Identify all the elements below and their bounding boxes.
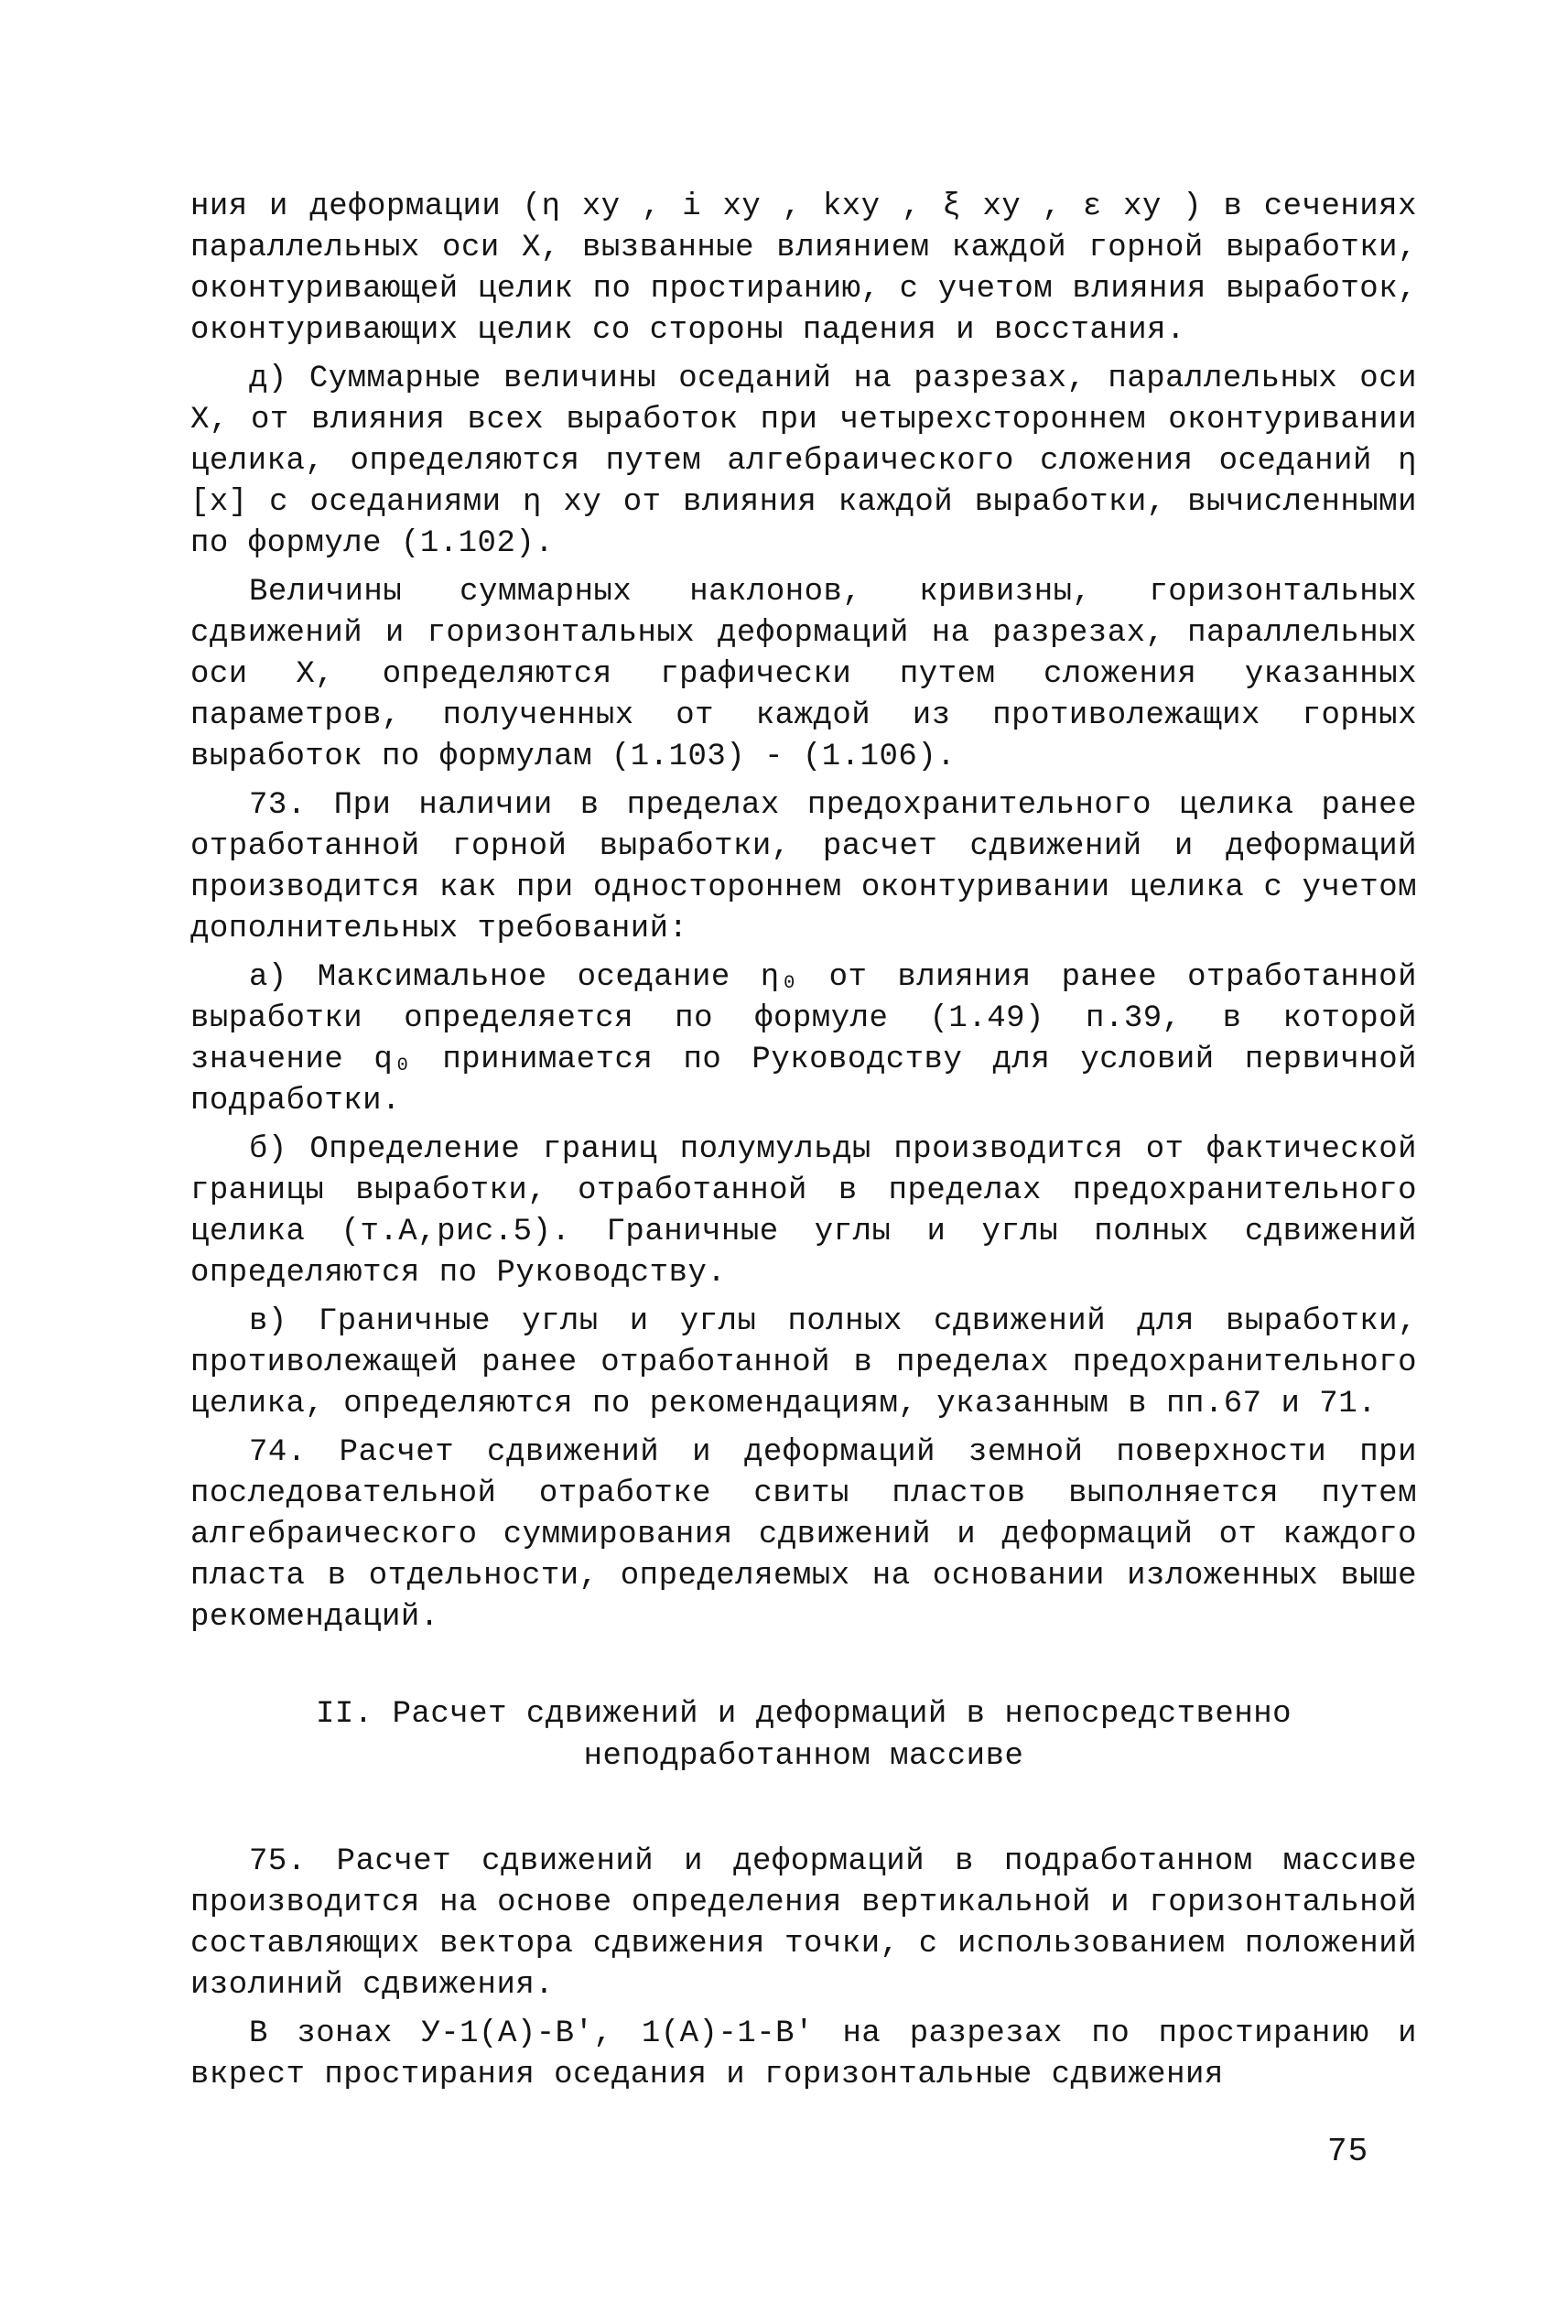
paragraph-9: 75. Расчет сдвижений и деформаций в подработанном массиве производится на основе определения вертикальной и горизонтальной составляющих вектора сдвижения точки, с использованием положений изолиний сдвижения. [190,1844,1436,2003]
paragraph-1: ния и деформации (η ху , i ху , kху , ξ ху , ε ху ) в сечениях параллельных оси X, вызванные влиянием каждой горной выработки, оконтуривающей целик по простиранию, с учетом влияния выработок, оконтуривающих целик со стороны падения и восстания. [190,189,1436,348]
paragraph-4: 73. При наличии в пределах предохранительного целика ранее отработанной горной выработки, расчет сдвижений и деформаций производится как при одностороннем оконтуривании целика с учетом дополнительных требований: [190,788,1436,946]
paragraph-2: д) Суммарные величины оседаний на разрезах, параллельных оси X, от влияния всех выработок при четырехстороннем оконтуривании целика, определяются путем алгебраического сложения оседаний η [x] с оседаниями η ху от влияния каждой выработки, вычисленными по формуле (1.102). [190,362,1436,561]
paragraph-7: в) Граничные углы и углы полных сдвижений для выработки, противолежащей ранее отработанной в пределах предохранительного целика, определяются по рекомендациям, указанным в пп.67 и 71. [190,1304,1436,1421]
paragraph-6: б) Определение границ полумульды производится от фактической границы выработки, отработанной в пределах предохранительного целика (т.А,рис.5). Граничные углы и углы полных сдвижений определяются по Руководству. [190,1132,1436,1291]
paragraph-5: а) Максимальное оседание η₀ от влияния ранее отработанной выработки определяется по формуле (1.49) п.39, в которой значение q₀ принимается по Руководству для условий первичной подработки. [190,960,1436,1119]
paragraph-3: Величины суммарных наклонов, кривизны, горизонтальных сдвижений и горизонтальных деформаций на разрезах, параллельных оси X, определяются графически путем сложения указанных параметров, полученных от каждой из противолежащих горных выработок по формулам (1.103) - (1.106). [190,575,1436,774]
document-page [190,187,1436,2103]
section-title-line-2: неподработанном массиве [583,1739,1024,1774]
paragraph-10: В зонах У-1(А)-В', 1(А)-1-В' на разрезах по простиранию и вкрест простирания оседания и горизонтальные сдвижения [190,2016,1436,2092]
section-title-line-1: II. Расчет сдвижений и деформаций в непосредственно [315,1697,1292,1732]
section-title [190,1693,1417,1778]
page-number: 75 [1327,2133,1369,2170]
paragraph-8: 74. Расчет сдвижений и деформаций земной поверхности при последовательной отработке свиты пластов выполняется путем алгебраического суммирования сдвижений и деформаций от каждого пласта в отдельности, определяемых на основании изложенных выше рекомендаций. [190,1435,1436,1635]
